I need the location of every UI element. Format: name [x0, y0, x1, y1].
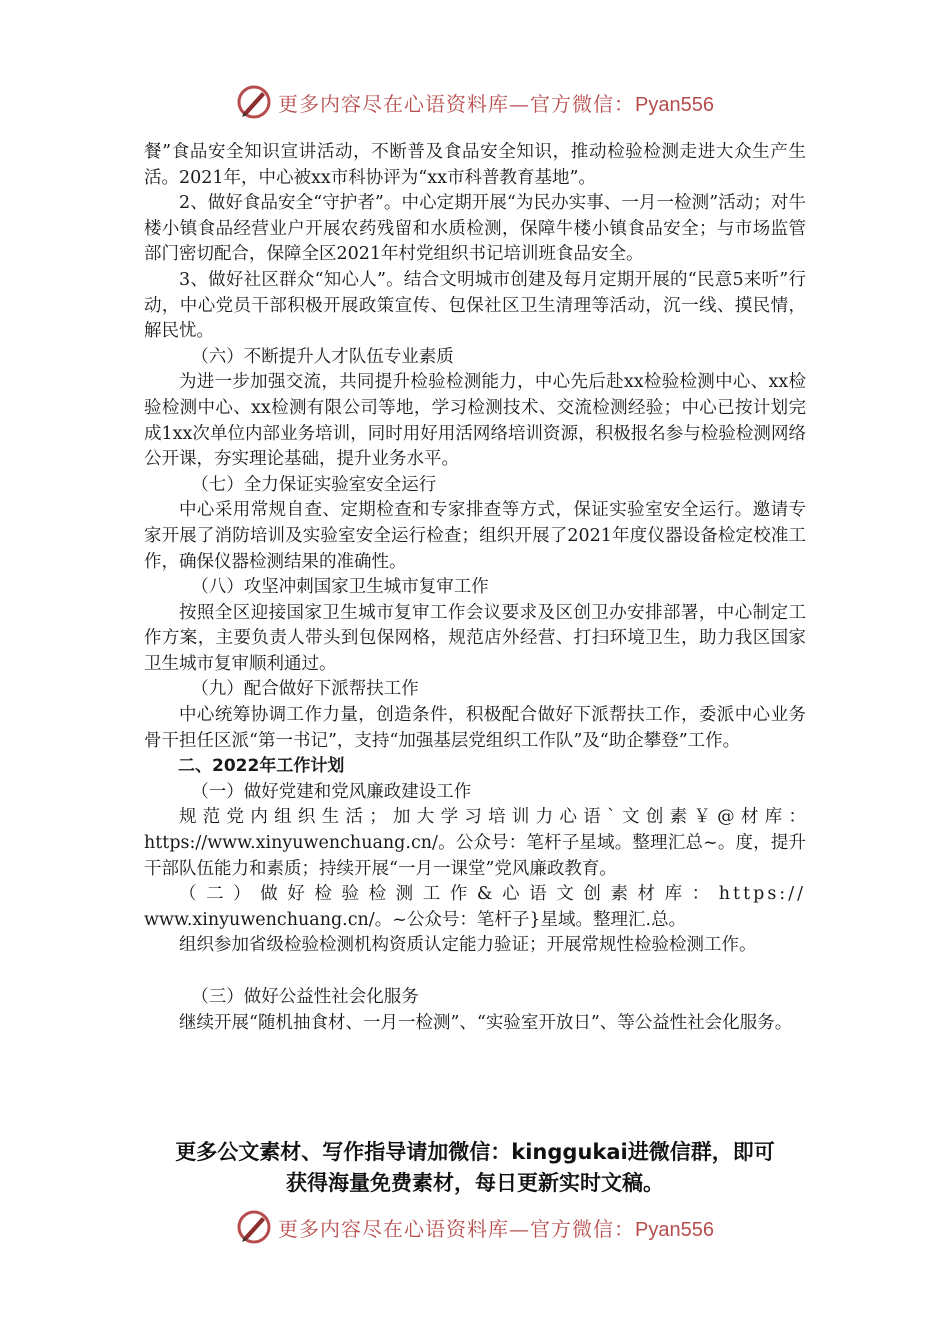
plan-title: 二、2022年工作计划	[178, 756, 345, 777]
blank-line	[144, 959, 806, 985]
header-banner-text: 更多内容尽在心语资料库—官方微信：Pyan556	[278, 91, 714, 116]
plan-paragraph-2: www.xinyuwenchuang.cn/。~公众号：笔杆子}星域。整理汇.总。	[144, 909, 687, 930]
paragraph-sanitary-city: 按照全区迎接国家卫生城市复审工作会议要求及区创卫办安排部署，中心制定工作方案，主要负责人带头到包保网格，规范店外经营、打扫环境卫生，助力我区国家卫生城市复审顺利通过。	[144, 602, 806, 674]
header-banner	[0, 82, 950, 122]
plan-heading-3: （三）做好公益性社会化服务	[191, 987, 419, 1007]
paragraph-lab-safety: 中心采用常规自查、定期检查和专家排查等方式，保证实验室安全运行。邀请专家开展了消防培训及实验室安全运行检查；组织开展了2021年度仪器设备检定校准工作，确保仪器检测结果的准确性。	[144, 500, 806, 572]
promo-notice	[0, 1137, 950, 1199]
paragraph-community: 3、做好社区群众“知心人”。结合文明城市创建及每月定期开展的“民意5来听”行动，中心党员干部积极开展政策宣传、包保社区卫生清理等活动，沉一线、摸民情，解民忧。	[144, 269, 806, 342]
paragraph-assistance: 中心统筹协调工作力量，创造条件，积极配合做好下派帮扶工作，委派中心业务骨干担任区派“第一书记”，支持“加强基层党组织工作队”及“助企攀登”工作。	[144, 705, 806, 751]
section-heading-6: （六）不断提升人才队伍专业素质	[191, 346, 454, 367]
paragraph-food-safety-lecture: 餐”食品安全知识宣讲活动，不断普及食品安全知识，推动检验检测走进大众生产生活。2021年，中心被xx市科协评为“xx市科普教育基地”。	[144, 142, 806, 188]
paragraph-talent: 为进一步加强交流，共同提升检验检测能力，中心先后赴xx检验检测中心、xx检验检测中心、xx检测有限公司等地，学习检测技术、交流检测经验；中心已按计划完成1xx次单位内部业务培训，同时用好用活网络培训资源，积极报名参与检验检测网络公开课，夯实理论基础，提升业务水平。	[144, 372, 806, 470]
pen-logo-icon	[236, 84, 272, 120]
plan-paragraph-1: 规范党内组织生活；加大学习培训力心语`文创素￥@材库：https://www.xinyuwenchuang.cn/。公众号：笔杆子星域。整理汇总~。度，提升干部队伍能力和素质；持续开展“一月一课堂”党风廉政教育。	[144, 807, 806, 879]
paragraph-food-safety-guardian: 2、做好食品安全“守护者”。中心定期开展“为民办实事、一月一检测”活动；对牛楼小镇食品经营业户开展农药残留和水质检测，保障牛楼小镇食品安全；与市场监管部门密切配合，保障全区2021年村党组织书记培训班食品安全。	[144, 193, 806, 265]
section-heading-7: （七）全力保证实验室安全运行	[191, 474, 437, 495]
pen-logo-icon	[236, 1209, 272, 1245]
plan-paragraph-3: 继续开展“随机抽食材、一月一检测”、“实验室开放日”、等公益性社会化服务。	[179, 1012, 793, 1033]
section-heading-8: （八）攻坚冲刺国家卫生城市复审工作	[191, 577, 489, 598]
section-heading-9: （九）配合做好下派帮扶工作	[191, 679, 419, 700]
plan-paragraph-2b: 组织参加省级检验检测机构资质认定能力验证；开展常规性检验检测工作。	[179, 935, 757, 956]
promo-line-2: 获得海量免费素材，每日更新实时文稿。	[286, 1171, 664, 1195]
footer-banner-text: 更多内容尽在心语资料库—官方微信：Pyan556	[278, 1216, 714, 1241]
promo-line-1: 更多公文素材、写作指导请加微信：kinggukai进微信群，即可	[175, 1140, 775, 1164]
plan-heading-2: （二）做好检验检测工作&心语文创素材库：https://	[179, 884, 806, 905]
plan-heading-1: （一）做好党建和党风廉政建设工作	[191, 781, 472, 802]
document-body	[144, 140, 806, 1036]
footer-banner	[0, 1207, 950, 1247]
